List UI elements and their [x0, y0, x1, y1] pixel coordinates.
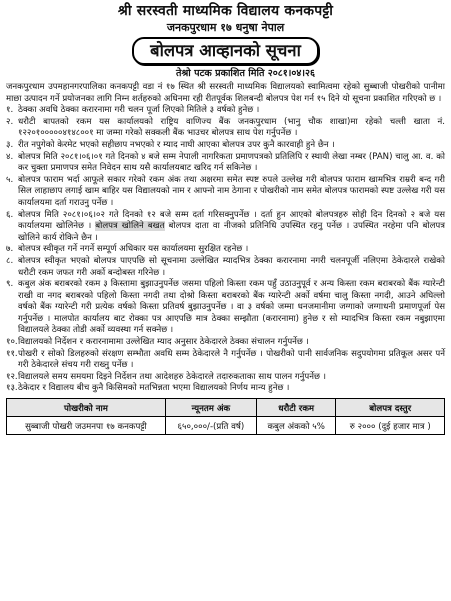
clause-text-continued: बोलपत्र दाता वा नीजको प्रतिनिधि उपस्थित रहनु पर्नेछ । उपस्थित नरहेमा पनि बोलपत्र खोलिने कार्य रोकिने छैन ।: [18, 221, 445, 243]
clause-number: ३.: [6, 139, 14, 150]
clause-text: बोलपत्र मिति २०८१।०६।०१ गते दिनको ४ बजे सम्म नेपाली नागरिकता प्रमाणपत्रको प्रतिलिपि र स्थायी लेखा नम्बर (PAN) चालु आ. व. को कर चुक्ता प्रमाणपत्र समेत निवेदन साथ यसै कार्यालयबाट खरिद गर्न सकिनेछ ।: [18, 151, 445, 174]
banner-wrap: [6, 37, 445, 65]
clause-item: [6, 372, 445, 384]
clause-text: विद्यालयको निर्देशन र करारनामामा उल्लेखित म्याद अनुसार ठेकेदारले ठेक्का संचालन गर्नुपर्नेछ ।: [18, 337, 309, 348]
clause-list: [6, 105, 445, 395]
column-header-deposit: धरौटी रकम: [256, 399, 336, 417]
clause-item: [6, 175, 445, 210]
clause-text: धरौटी बापतको रकम यस कार्यालयको राष्ट्रिय वाणिज्य बैंक जनकपुरधाम (भानु चौक शाखा)मा रहेको चल्ती खाता नं. १२२०१०००००४१४८००१ मा जम्मा गरेको सक्कली बैंक भाउचर बोलपत्र साथ पेश गर्नुपर्नेछ ।: [18, 116, 445, 139]
clause-item: [6, 383, 445, 395]
clause-number: ४.: [6, 151, 14, 162]
clause-number: १०.: [6, 337, 18, 348]
clause-item: [6, 256, 445, 279]
clause-item: [6, 244, 445, 256]
clause-number: ११.: [6, 348, 18, 359]
clause-text: बोलपत्र स्वीकृत भएको बोलपत्र पाएपछि सो सूचनामा उल्लेखित म्यादभित्र ठेक्का करारनामा नगरी चलनपूर्जी नलिएमा ठेकेदारले राखेको धरौटी रकम जफत गरी अर्को बन्दोबस्त गरिनेछ ।: [18, 255, 445, 278]
notice-title: बोलपत्र आव्हानको सूचना: [132, 37, 319, 65]
cell-deposit: कबुल अंकको ५%: [256, 417, 336, 435]
clause-item: [6, 337, 445, 349]
clause-text: रीत नपुगेको केरमेट भएको सहीछाप नभएको र म्याद नाघी आएका बोलपत्र उपर कुनै कारवाही हुने छैन ।: [18, 139, 335, 150]
clause-number: २.: [6, 116, 14, 127]
clause-item: [6, 152, 445, 175]
column-header-minimum-amount: न्यूनतम अंक: [165, 399, 256, 417]
clause-text: बोलपत्र फाराम भर्दा आफूले सकार गरेको रकम अंक तथा अक्षरमा समेत स्पष्ट रुपले उल्लेख गरी बोलपत्र फाराम खामभित्र राम्ररी बन्द गरी सिल लाहाछाप लगाई खाम बाहिर यस विद्यालयको नाम र आफ्नो नाम ठेगाना र पोखरीको नाम समेत बोलपत्र फारामको स्पष्ट उल्लेख गरी यस कार्यालयमा दर्ता गराउनु पर्नेछ ।: [18, 174, 445, 208]
clause-item: [6, 140, 445, 152]
intro-paragraph: जनकपुरधाम उपमहानगरपालिका कनकपट्टी वडा नं १७ स्थित श्री सरस्वती माध्यमिक विद्यालयको स्वामित्वमा रहेको सुब्बाजी पोखरीको पानीमा माछा उत्पादन गर्ने प्रयोजनका लागि निम्न शर्तहरुको अधिनमा रही रीतपूर्वक शिलबन्दी बोलपत्र पेश गर्न १५ दिने यो सूचना प्रकाशित गरिएको छ ।: [6, 82, 445, 104]
column-header-tender-fee: बोलपत्र दस्तुर: [336, 399, 445, 417]
cell-pond-name: सुब्बाजी पोखरी जउमनपा १७ कनकपट्टी: [7, 417, 166, 435]
cell-minimum-amount: ६५०,०००/-(प्रति वर्ष): [165, 417, 256, 435]
publish-date: तेश्रो पटक प्रकाशित मिति २०८१।०४।२६: [176, 68, 315, 79]
clause-text: ठेकेदार र विद्यालय बीच कुनै किसिमको मतभिन्नता भएमा विद्यालयको निर्णय मान्य हुनेछ ।: [18, 383, 290, 394]
column-header-pond-name: पोखरीको नाम: [7, 399, 166, 417]
clause-number: ५.: [6, 174, 14, 185]
clause-number: ८.: [6, 255, 14, 266]
school-name: श्री सरस्वती माध्यमिक विद्यालय कनकपट्टी: [117, 3, 334, 19]
pond-info-table: [6, 398, 445, 435]
clause-number: १३.: [6, 383, 18, 394]
cell-tender-fee: रु २००० (दुई हजार मात्र ): [336, 417, 445, 435]
clause-text: पोखरी र सोको डिलहरुको संरक्षण सम्भौता अवधि सम्म ठेकेदारले नै गर्नुपर्नेछ । पोखरीको पानी सार्वजनिक सदुपयोगमा प्रतिकूल असर पर्ने गरी ठेकेदारले संचय गरी राख्नु पर्नेछ ।: [18, 348, 445, 371]
school-address: जनकपुरधाम १७ धनुषा नेपाल: [166, 21, 285, 34]
table-row: [7, 417, 445, 435]
clause-number: ९.: [6, 279, 14, 290]
clause-item: [6, 349, 445, 372]
clause-item: [6, 117, 445, 140]
clause-text: ठेक्का अवधि ठेक्का करारनामा गरी चलन पूर्जा लिएको मितिले ३ वर्षको हुनेछ ।: [18, 105, 260, 116]
clause-number: १२.: [6, 371, 18, 382]
highlighted-text: बोलपत्र खोलिने बखत: [95, 221, 165, 232]
clause-text: विद्यालयले समय समयमा दिइने निर्देशन तथा आदेशहरु ठेकेदारले तदारुकताका साथ पालन गर्नुपर्नेछ ।: [18, 371, 326, 382]
clause-item: [6, 279, 445, 337]
clause-number: ६.: [6, 209, 14, 220]
clause-item: [6, 105, 445, 117]
clause-number: १.: [6, 105, 14, 116]
clause-item: [6, 210, 445, 245]
clause-text: बोलपत्र मिति २०८१।०६।०२ गते दिनको १२ बजे सम्म दर्ता गरिसक्नुपर्नेछ । दर्ता हुन आएको बोलपत्रहरु सोही दिन दिनको २ बजे यस कार्यालयमा खोलिनेछ ।: [18, 209, 445, 232]
clause-number: ७.: [6, 244, 14, 255]
clause-text: कबुल अंक बराबरको रकम ३ किस्तामा बुझाउनुपर्नेछ जसमा पहिलो किस्ता रकम पहुँ उठाउनुपूर्व र अन्य किस्ता रकम बराबरको बैंक ग्यारेन्टी राखी वा नगद बराबरको पहिलो किस्ता नगदी तथा दोश्रो किस्ता बराबरको बैंक ग्यारेन्टी अर्को वर्षमा चालु किस्ता नगदी, आउने अघिल्लो वर्षको बैंक ग्यारेन्टी गरी प्रत्येक वर्षको किस्ता प्रतिवर्ष बुझाउनुपर्नेछ । वा ३ वर्षको जम्मा धनजमानीमा जग्गाको जग्गाधनी प्रमाणपूर्जा पेस गर्नुपर्नेछ । मालपोत कार्यालय बाट रोक्का पत्र आएपछि मात्र ठेक्का सम्झौता (करारनामा) हुनेछ र सो म्यादभित्र किस्ता रकम नबुझाएमा विद्यालयले ठेक्का तोडी अर्को व्यवस्था गर्न सक्नेछ ।: [18, 279, 445, 336]
clause-text: बोलपत्र स्वीकृत गर्ने नगर्ने सम्पूर्ण अधिकार यस कार्यालयमा सुरक्षित रहनेछ ।: [18, 244, 249, 255]
table-header-row: [7, 399, 445, 417]
